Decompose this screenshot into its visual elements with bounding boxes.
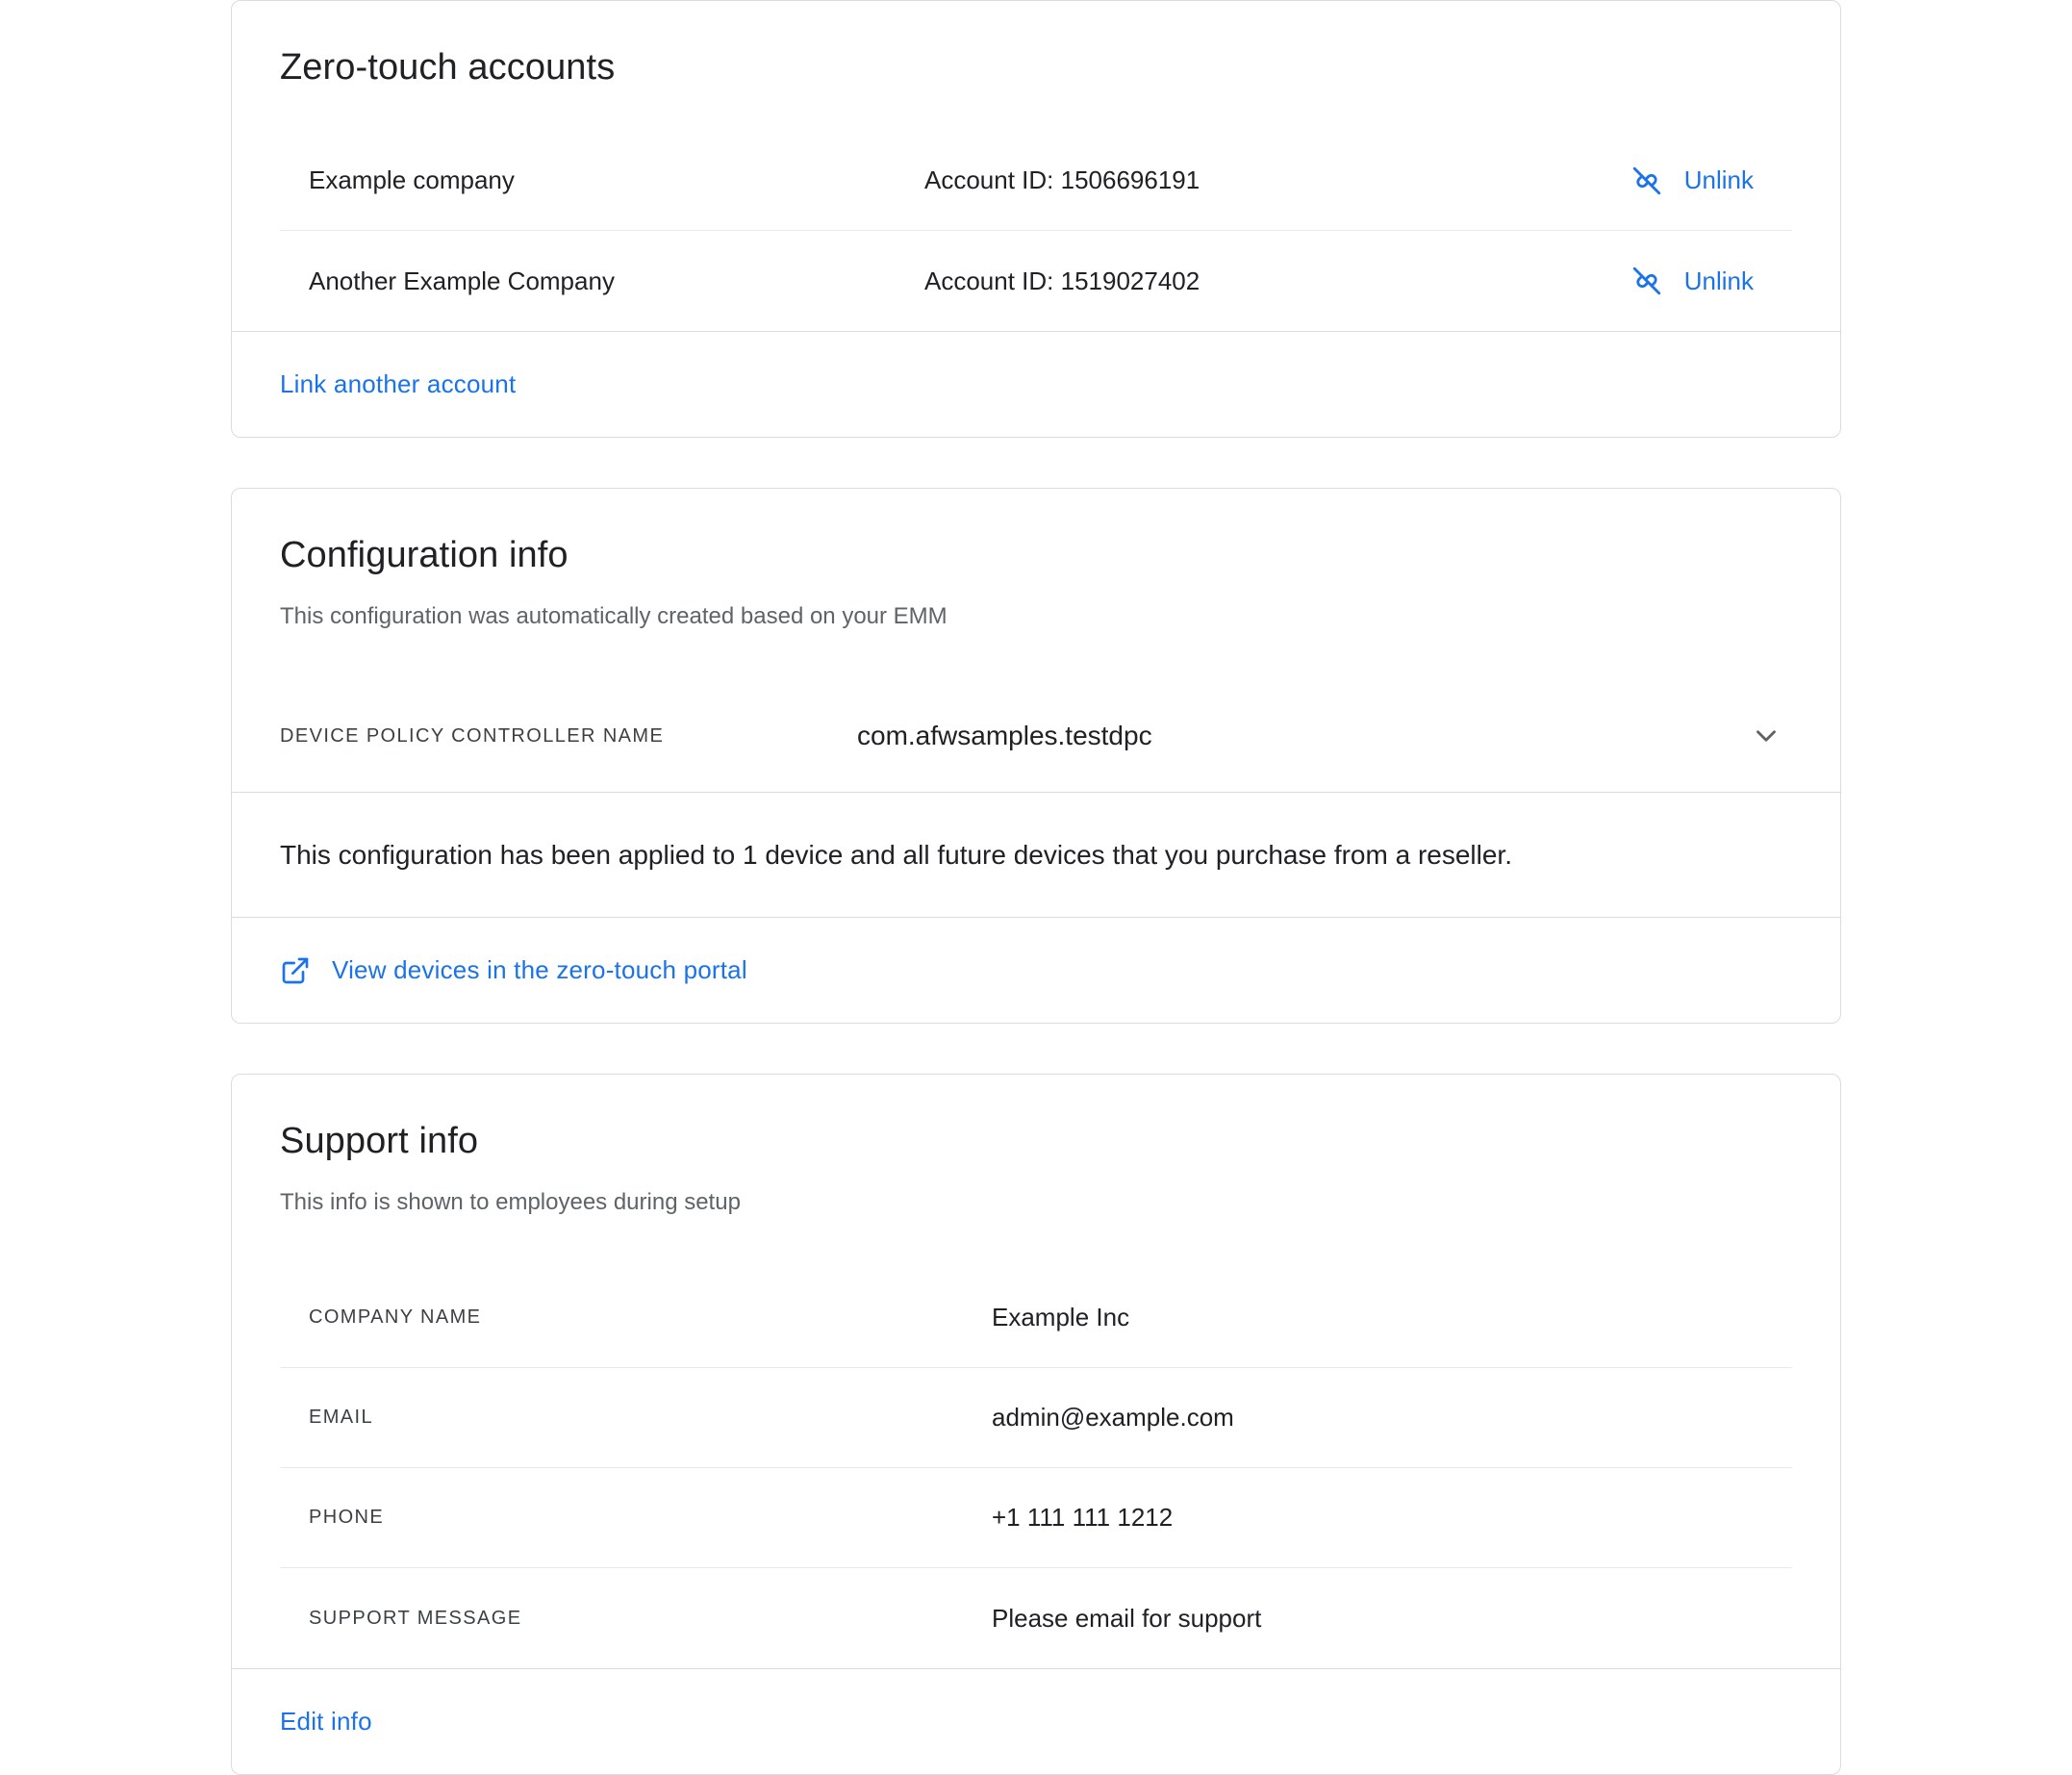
unlink-button[interactable] — [1630, 265, 1763, 297]
table-row — [280, 1468, 1792, 1568]
configuration-info-title: Configuration info — [280, 535, 569, 575]
support-info-table — [280, 1268, 1792, 1668]
support-field-label: SUPPORT MESSAGE — [309, 1607, 522, 1629]
support-field-label: COMPANY NAME — [309, 1306, 482, 1328]
table-row — [280, 1568, 1792, 1668]
dpc-selector[interactable] — [280, 680, 1792, 792]
account-id: Account ID: 1519027402 — [924, 266, 1200, 295]
support-field-value: Example Inc — [992, 1303, 1130, 1331]
support-card-footer — [232, 1668, 1840, 1774]
support-field-value: Please email for support — [992, 1603, 1262, 1633]
table-row — [280, 131, 1792, 231]
support-info-title: Support info — [280, 1121, 479, 1161]
view-devices-portal-label: View devices in the zero-touch portal — [332, 955, 747, 984]
unlink-icon — [1630, 165, 1663, 197]
table-row — [280, 231, 1792, 331]
table-row — [280, 1368, 1792, 1468]
support-info-card — [231, 1074, 1841, 1775]
unlink-label: Unlink — [1683, 165, 1754, 194]
account-id: Account ID: 1506696191 — [924, 165, 1200, 194]
configuration-info-card — [231, 488, 1841, 1024]
support-field-value: admin@example.com — [992, 1403, 1234, 1432]
edit-info-button[interactable]: Edit info — [280, 1707, 372, 1736]
configuration-info-subtitle: This configuration was automatically created based on your EMM — [280, 603, 948, 629]
unlink-icon — [1630, 265, 1663, 297]
dpc-value: com.afwsamples.testdpc — [857, 721, 1152, 750]
accounts-card-footer — [232, 331, 1840, 437]
view-devices-portal-link[interactable] — [232, 917, 1840, 1023]
zero-touch-accounts-card — [231, 0, 1841, 438]
link-another-account-button[interactable]: Link another account — [280, 369, 517, 398]
external-link-icon — [280, 955, 311, 986]
support-info-subtitle: This info is shown to employees during setup — [280, 1189, 741, 1215]
dpc-label: DEVICE POLICY CONTROLLER NAME — [280, 724, 665, 747]
support-field-label: EMAIL — [309, 1407, 374, 1428]
support-field-label: PHONE — [309, 1507, 385, 1528]
chevron-down-icon[interactable] — [1750, 720, 1782, 752]
configuration-info-body — [232, 489, 1840, 792]
support-field-value: +1 111 111 1212 — [992, 1503, 1174, 1532]
zero-touch-accounts-body — [232, 1, 1840, 331]
accounts-list — [280, 131, 1792, 331]
account-name: Another Example Company — [309, 266, 615, 295]
table-row — [280, 1268, 1792, 1368]
unlink-button[interactable] — [1630, 165, 1763, 197]
unlink-label: Unlink — [1683, 266, 1754, 295]
support-info-body — [232, 1075, 1840, 1668]
account-name: Example company — [309, 165, 515, 194]
page-title: Zero-touch accounts — [280, 47, 616, 88]
configuration-applied-text: This configuration has been applied to 1 device and all future devices that you purchase from a reseller. — [232, 792, 1840, 917]
